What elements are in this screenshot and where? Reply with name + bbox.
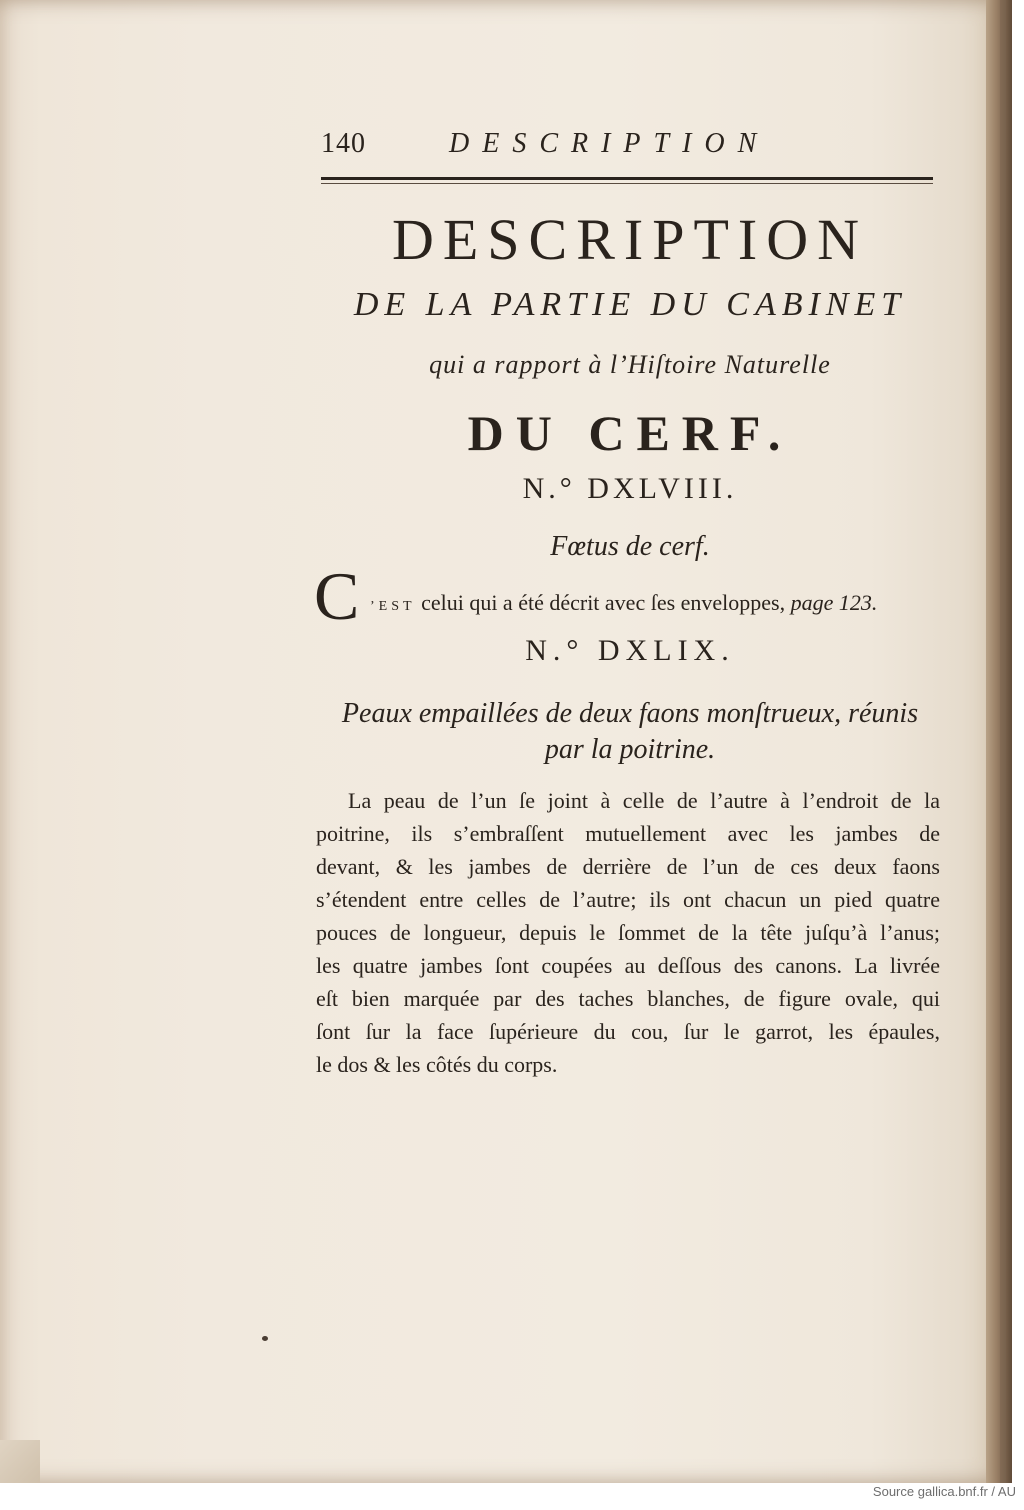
paragraph-line: eſt bien marquée par des taches blanches, de figure ovale, qui bbox=[316, 986, 940, 1011]
entry-body bbox=[314, 558, 944, 634]
entry-title-line: Peaux empaillées de deux faons monſtrueux, réunis bbox=[341, 698, 919, 729]
running-head: DESCRIPTION bbox=[449, 128, 770, 159]
page-edge-shadow bbox=[986, 0, 1012, 1483]
entry-page-reference: page 123. bbox=[790, 590, 878, 615]
drop-cap: C bbox=[314, 558, 360, 634]
paragraph-line: ſont ſur la face ſupérieure du cou, ſur le garrot, les épaules, bbox=[316, 1019, 940, 1044]
page-edge-line bbox=[1000, 0, 1006, 1483]
entry-title-line: par la poitrine. bbox=[544, 734, 716, 765]
page-corner-fold bbox=[0, 1440, 40, 1483]
title-subtitle: qui a rapport à l’Hiſtoire Naturelle bbox=[429, 350, 831, 379]
paragraph-line: pouces de longueur, depuis le ſommet de la tête juſqu’à l’anus; bbox=[316, 920, 940, 945]
title-sub: DE LA PARTIE DU CABINET bbox=[353, 286, 907, 323]
entry-body-line bbox=[370, 590, 877, 616]
paragraph-line: le dos & les côtés du corps. bbox=[316, 1052, 558, 1077]
entry-body-smallcaps: ’EST bbox=[370, 599, 416, 614]
page-header bbox=[321, 128, 941, 168]
paragraph-line: les quatre jambes ſont coupées au deſſous des canons. La livrée bbox=[316, 953, 940, 978]
entry-title bbox=[310, 696, 950, 768]
ink-speck bbox=[262, 1336, 268, 1341]
source-credit: Source gallica.bnf.fr / AU bbox=[872, 1484, 1016, 1499]
entry-title: Fœtus de cerf. bbox=[550, 531, 710, 562]
description-paragraph bbox=[316, 784, 940, 1081]
paragraph-line: La peau de l’un ſe joint à celle de l’autre à l’endroit de la bbox=[348, 788, 940, 813]
title-animal: DU CERF. bbox=[467, 405, 793, 461]
header-rule bbox=[321, 177, 933, 180]
paragraph-line: poitrine, ils s’embraſſent mutuellement avec les jambes de bbox=[316, 821, 940, 846]
entry-body-text: celui qui a été décrit avec ſes enveloppes, bbox=[415, 590, 791, 615]
entry-number: N.° DXLIX. bbox=[525, 634, 735, 667]
title-main: DESCRIPTION bbox=[391, 207, 869, 272]
header-rule-thin bbox=[321, 183, 933, 184]
page-number: 140 bbox=[321, 128, 366, 159]
paragraph-line: devant, & les jambes de derrière de l’un de ces deux faons bbox=[316, 854, 940, 879]
entry-number: N.° DXLVIII. bbox=[522, 472, 738, 505]
paragraph-line: s’étendent entre celles de l’autre; ils ont chacun un pied quatre bbox=[316, 887, 940, 912]
